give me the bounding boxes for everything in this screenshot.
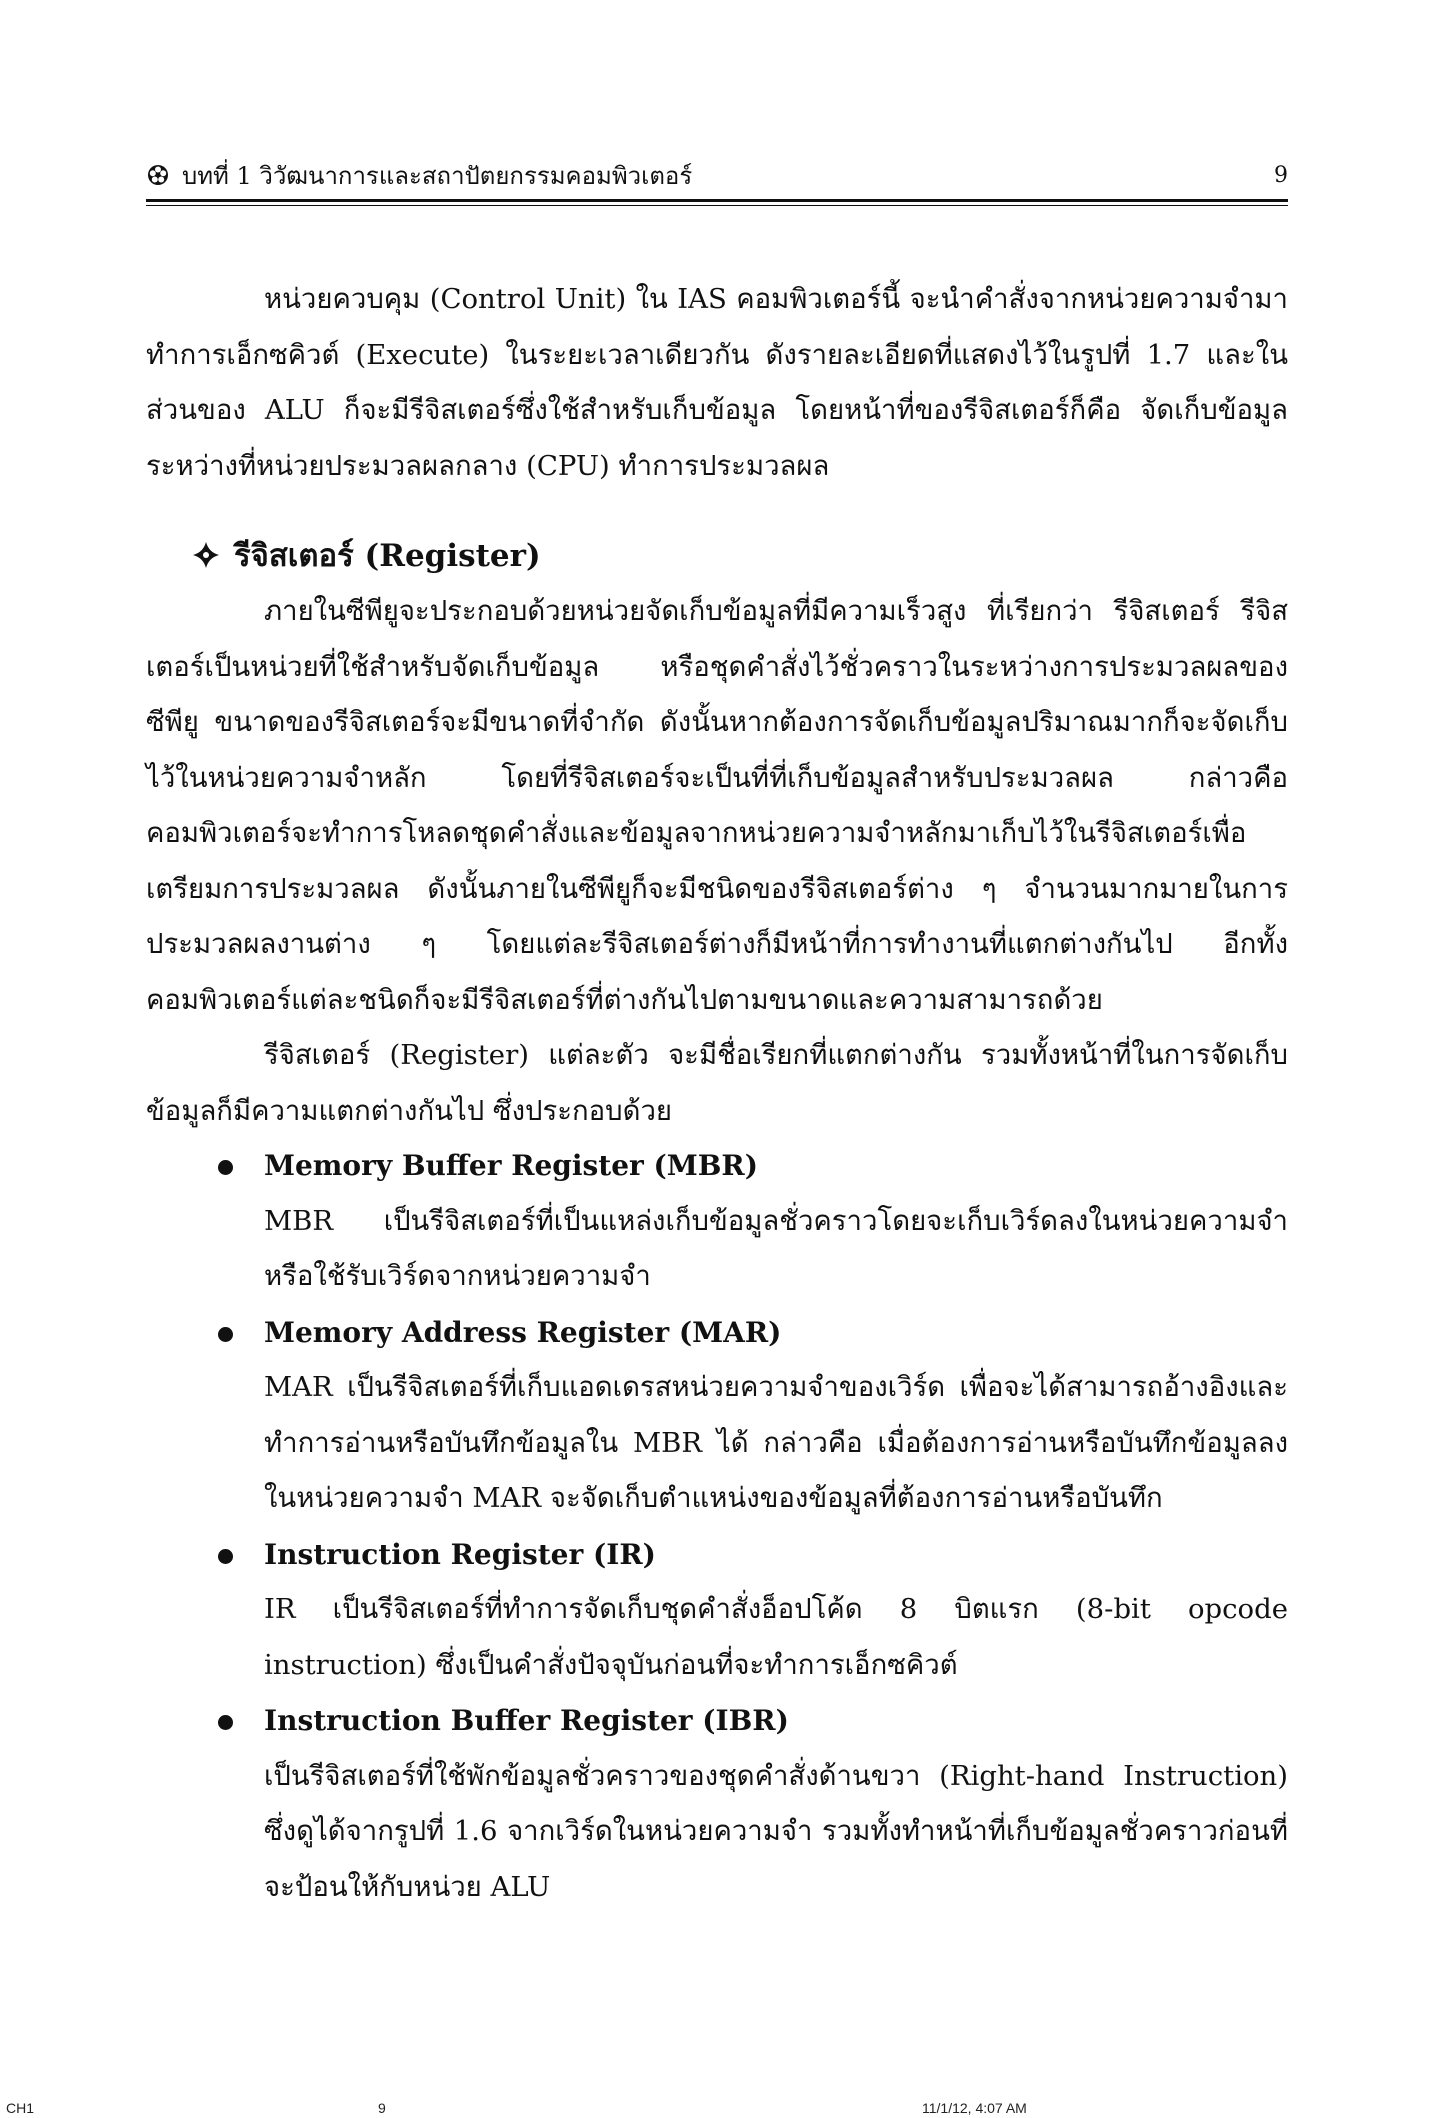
register-description: MAR เป็นรีจิสเตอร์ที่เก็บแอดเดรสหน่วยความจำของเวิร์ด เพื่อจะได้สามารถอ้างอิงและทำการอ่านหรือบันทึกข้อมูลใน MBR ได้ กล่าวคือ เมื่อต้องการอ่านหรือบันทึกข้อมูลลงในหน่วยความจำ MAR จะจัดเก็บตำแหน่งของข้อมูลที่ต้องการอ่านหรือบันทึก bbox=[264, 1371, 1288, 1514]
list-item-mar bbox=[264, 1305, 1288, 1527]
bullet-icon bbox=[218, 1549, 233, 1564]
chapter-heading bbox=[146, 156, 1274, 195]
register-list-intro: รีจิสเตอร์ (Register) แต่ละตัว จะมีชื่อเรียกที่แตกต่างกัน รวมทั้งหน้าที่ในการจัดเก็บข้อมูลก็มีความแตกต่างกันไป ซึ่งประกอบด้วย bbox=[146, 1039, 1288, 1127]
register-title: Instruction Buffer Register (IBR) bbox=[264, 1704, 789, 1737]
running-header bbox=[146, 156, 1288, 194]
bullet-icon bbox=[218, 1160, 233, 1175]
footer-file-label: CH1 bbox=[6, 2100, 35, 2116]
chapter-title: บทที่ 1 วิวัฒนาการและสถาปัตยกรรมคอมพิวเตอร์ bbox=[182, 161, 693, 190]
header-rule bbox=[146, 199, 1288, 202]
bullet-icon bbox=[218, 1327, 233, 1342]
list-item-mbr bbox=[264, 1138, 1288, 1305]
page-number: 9 bbox=[1274, 162, 1288, 188]
register-title: Instruction Register (IR) bbox=[264, 1537, 656, 1571]
register-description: IR เป็นรีจิสเตอร์ที่ทำการจัดเก็บชุดคำสั่งอ็อปโค้ด 8 บิตแรก (8-bit opcode instruction) ซึ่งเป็นคำสั่งปัจจุบันก่อนที่จะทำการเอ็กซคิวต์ bbox=[264, 1593, 1288, 1681]
register-description: เป็นรีจิสเตอร์ที่ใช้พักข้อมูลชั่วคราวของชุดคำสั่งด้านขวา (Right-hand Instruction) ซึ่งดูได้จากรูปที่ 1.6 จากเวิร์ดในหน่วยความจำ รวมทั้งทำหน้าที่เก็บข้อมูลชั่วคราวก่อนที่จะป้อนให้กับหน่วย ALU bbox=[264, 1759, 1288, 1903]
bullet-icon bbox=[218, 1715, 233, 1730]
register-title: Memory Buffer Register (MBR) bbox=[264, 1149, 758, 1182]
register-list bbox=[264, 1138, 1288, 1915]
flower-icon bbox=[146, 163, 170, 187]
register-title: Memory Address Register (MAR) bbox=[264, 1315, 782, 1349]
header-rule-thin bbox=[146, 205, 1288, 206]
section-title: รีจิสเตอร์ (Register) bbox=[234, 538, 541, 574]
print-footer bbox=[0, 2100, 1432, 2118]
intro-paragraph: หน่วยควบคุม (Control Unit) ใน IAS คอมพิวเตอร์นี้ จะนำคำสั่งจากหน่วยความจำมาทำการเอ็กซคิวต์ (Execute) ในระยะเวลาเดียวกัน ดังรายละเอียดที่แสดงไว้ในรูปที่ 1.7 และในส่วนของ ALU ก็จะมีรีจิสเตอร์ซึ่งใช้สำหรับเก็บข้อมูล โดยหน้าที่ของรีจิสเตอร์ก็คือ จัดเก็บข้อมูลระหว่างที่หน่วยประมวลผลกลาง (CPU) ทำการประมวลผล bbox=[146, 283, 1288, 482]
section-heading bbox=[192, 530, 541, 580]
list-item-ir bbox=[264, 1527, 1288, 1694]
register-intro-paragraph: ภายในซีพียูจะประกอบด้วยหน่วยจัดเก็บข้อมูลที่มีความเร็วสูง ที่เรียกว่า รีจิสเตอร์ รีจิสเตอร์เป็นหน่วยที่ใช้สำหรับจัดเก็บข้อมูล หรือชุดคำสั่งไว้ชั่วคราวในระหว่างการประมวลผลของซีพียู ขนาดของรีจิสเตอร์จะมีขนาดที่จำกัด ดังนั้นหากต้องการจัดเก็บข้อมูลปริมาณมากก็จะจัดเก็บไว้ในหน่วยความจำหลัก โดยที่รีจิสเตอร์จะเป็นที่ที่เก็บข้อมูลสำหรับประมวลผล กล่าวคือ คอมพิวเตอร์จะทำการโหลดชุดคำสั่งและข้อมูลจากหน่วยความจำหลักมาเก็บไว้ในรีจิสเตอร์เพื่อเตรียมการประมวลผล ดังนั้นภายในซีพียูก็จะมีชนิดของรีจิสเตอร์ต่าง ๆ จำนวนมากมายในการประมวลผลงานต่าง ๆ โดยแต่ละรีจิสเตอร์ต่างก็มีหน้าที่การทำงานที่แตกต่างกันไป อีกทั้งคอมพิวเตอร์แต่ละชนิดก็จะมีรีจิสเตอร์ที่ต่างกันไปตามขนาดและความสามารถด้วย bbox=[146, 595, 1288, 1016]
list-item-ibr bbox=[264, 1693, 1288, 1915]
footer-page-number: 9 bbox=[378, 2100, 386, 2116]
register-description: MBR เป็นรีจิสเตอร์ที่เป็นแหล่งเก็บข้อมูลชั่วคราวโดยจะเก็บเวิร์ดลงในหน่วยความจำ หรือใช้รับเวิร์ดจากหน่วยความจำ bbox=[264, 1204, 1288, 1292]
cross-ornament-icon bbox=[192, 541, 220, 569]
footer-timestamp: 11/1/12, 4:07 AM bbox=[922, 2100, 1027, 2116]
